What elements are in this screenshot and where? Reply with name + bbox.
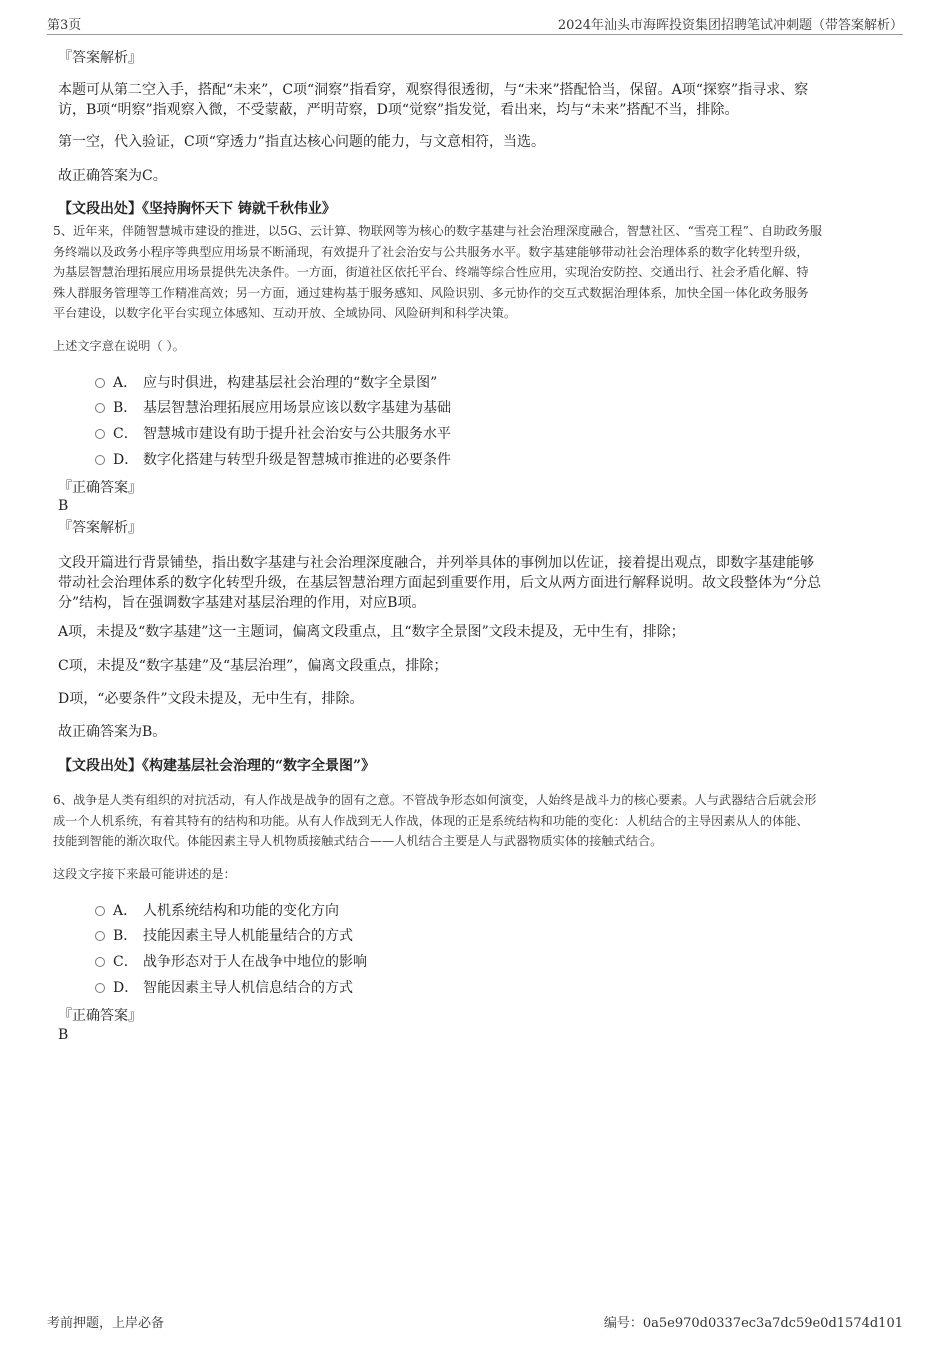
option-text: 智能因素主导人机信息结合的方式 bbox=[143, 980, 353, 996]
prev-analysis-2: 第一空，代入验证，C项“穿透力”指直达核心问题的能力，与文意相符，当选。 bbox=[58, 134, 546, 150]
q6-option-c[interactable] bbox=[95, 952, 367, 972]
q5-option-b[interactable] bbox=[95, 398, 451, 418]
option-letter: A． bbox=[113, 375, 138, 391]
q5-analysis-line: 文段开篇进行背景铺垫，指出数字基建与社会治理深度融合，并列举具体的事例加以佐证，接着提出观点，即数字基建能够 bbox=[58, 555, 814, 571]
option-letter: D． bbox=[113, 452, 139, 468]
radio-icon[interactable] bbox=[95, 957, 105, 967]
option-letter: B． bbox=[113, 928, 138, 944]
option-letter: C． bbox=[113, 954, 138, 970]
footer-code-block bbox=[604, 1312, 903, 1331]
radio-icon[interactable] bbox=[95, 455, 105, 465]
q6-passage bbox=[53, 790, 903, 852]
option-text: 应与时俱进，构建基层社会治理的“数字全景图” bbox=[143, 375, 438, 391]
q5-option-d[interactable] bbox=[95, 450, 451, 470]
q5-source bbox=[58, 756, 900, 776]
q5-analysis-line: 分”结构，旨在强调数字基建对基层治理的作用，对应B项。 bbox=[58, 595, 426, 611]
q5-option-c[interactable] bbox=[95, 424, 451, 444]
radio-icon[interactable] bbox=[95, 931, 105, 941]
q5-passage-line: 为基层智慧治理拓展应用场景提供先决条件。一方面，街道社区依托平台、终端等综合性应用，实现治安防控、交通出行、社会矛盾化解、特 bbox=[53, 265, 809, 279]
q6-passage-line: 6、战争是人类有组织的对抗活动，有人作战是战争的固有之意。不管战争形态如何演变，人始终是战斗力的核心要素。人与武器结合后就会形 bbox=[53, 793, 817, 807]
option-text: 数字化搭建与转型升级是智慧城市推进的必要条件 bbox=[143, 452, 451, 468]
q5-analysis-d: D项，“必要条件”文段未提及，无中生有，排除。 bbox=[58, 691, 364, 707]
q5-option-a[interactable] bbox=[95, 373, 437, 393]
prev-analysis-1-line: 访，B项“明察”指观察入微，不受蒙蔽，严明苛察，D项“觉察”指发觉，看出来，均与“未来”搭配不当，排除。 bbox=[58, 102, 739, 118]
q5-passage-line: 殊人群服务管理等工作精准高效；另一方面，通过建构基于服务感知、风险识别、多元协作的交互式数据治理体系，加快全国一体化政务服务 bbox=[53, 285, 809, 300]
q5-analysis-a: A项，未提及“数字基建”这一主题词，偏离文段重点，且“数字全景图”文段未提及，无中生有，排除； bbox=[58, 624, 685, 640]
radio-icon[interactable] bbox=[95, 983, 105, 993]
option-text: 智慧城市建设有助于提升社会治安与公共服务水平 bbox=[143, 426, 451, 442]
page-number: 第3页 bbox=[47, 18, 82, 33]
radio-icon[interactable] bbox=[95, 403, 105, 413]
q5-question: 上述文字意在说明（ ）。 bbox=[53, 339, 185, 353]
prev-source-text: 【文段出处】《坚持胸怀天下 铸就千秋伟业》 bbox=[58, 201, 336, 217]
q6-option-b[interactable] bbox=[95, 926, 353, 946]
footer-code-label: 编号： bbox=[603, 1316, 643, 1331]
option-letter: B． bbox=[113, 400, 138, 416]
radio-icon[interactable] bbox=[95, 429, 105, 439]
q6-question: 这段文字接下来最可能讲述的是： bbox=[53, 867, 236, 881]
q5-answer: B bbox=[58, 498, 69, 514]
option-letter: A． bbox=[113, 903, 138, 919]
document-title: 2024年汕头市海晖投资集团招聘笔试冲刺题（带答案解析） bbox=[557, 18, 903, 33]
page-header bbox=[47, 14, 903, 35]
q6-answer-label: 『正确答案』 bbox=[58, 1008, 142, 1024]
option-text: 人机系统结构和功能的变化方向 bbox=[143, 903, 339, 919]
prev-conclusion: 故正确答案为C。 bbox=[58, 168, 167, 184]
option-letter: C． bbox=[113, 426, 138, 442]
radio-icon[interactable] bbox=[95, 378, 105, 388]
q5-source-text: 【文段出处】《构建基层社会治理的“数字全景图”》 bbox=[58, 758, 376, 774]
q5-analysis-c: C项，未提及“数字基建”及“基层治理”，偏离文段重点，排除； bbox=[58, 658, 448, 674]
q5-analysis-line: 带动社会治理体系的数字化转型升级，在基层智慧治理方面起到重要作用，后文从两方面进行解释说明。故文段整体为“分总 bbox=[58, 575, 822, 591]
q5-conclusion: 故正确答案为B。 bbox=[58, 724, 167, 740]
prev-analysis-1 bbox=[58, 80, 900, 120]
option-text: 基层智慧治理拓展应用场景应该以数字基建为基础 bbox=[143, 400, 451, 416]
radio-icon[interactable] bbox=[95, 906, 105, 916]
option-text: 技能因素主导人机能量结合的方式 bbox=[143, 928, 353, 944]
prev-source bbox=[58, 199, 900, 219]
q6-option-d[interactable] bbox=[95, 978, 353, 998]
option-text: 战争形态对于人在战争中地位的影响 bbox=[143, 954, 367, 970]
q5-analysis-1 bbox=[58, 553, 900, 613]
prev-analysis-1-line: 本题可从第二空入手，搭配“未来”，C项“洞察”指看穿，观察得很透彻，与“未来”搭配恰当，保留。A项“探察”指寻求、察 bbox=[58, 82, 809, 98]
q5-passage bbox=[53, 221, 903, 324]
q5-passage-line: 5、近年来，伴随智慧城市建设的推进，以5G、云计算、物联网等为核心的数字基建与社会治理深度融合，智慧社区、“雪亮工程”、自助政务服 bbox=[53, 224, 822, 238]
q5-passage-line: 平台建设，以数字化平台实现立体感知、互动开放、全域协同、风险研判和科学决策。 bbox=[53, 306, 517, 320]
q5-analysis-label: 『答案解析』 bbox=[58, 520, 142, 536]
q6-answer: B bbox=[58, 1027, 69, 1043]
prev-analysis-label: 『答案解析』 bbox=[58, 50, 142, 66]
q6-passage-line: 技能到智能的渐次取代。体能因素主导人机物质接触式结合——人机结合主要是人与武器物质实体的接触式结合。 bbox=[53, 834, 663, 848]
q5-answer-label: 『正确答案』 bbox=[58, 480, 142, 496]
q6-passage-line: 成一个人机系统，有着其特有的结构和功能。从有人作战到无人作战，体现的正是系统结构和功能的变化：人机结合的主导因素从人的体能、 bbox=[53, 813, 809, 828]
q6-option-a[interactable] bbox=[95, 901, 339, 921]
footer-code: 0a5e970d0337ec3a7dc59e0d1574d101 bbox=[642, 1316, 903, 1331]
footer-slogan: 考前押题，上岸必备 bbox=[47, 1316, 165, 1331]
q5-passage-line: 务终端以及政务小程序等典型应用场景不断涌现，有效提升了社会治安与公共服务水平。数字基建能够带动社会治理体系的数字化转型升级， bbox=[53, 244, 809, 259]
option-letter: D． bbox=[113, 980, 139, 996]
